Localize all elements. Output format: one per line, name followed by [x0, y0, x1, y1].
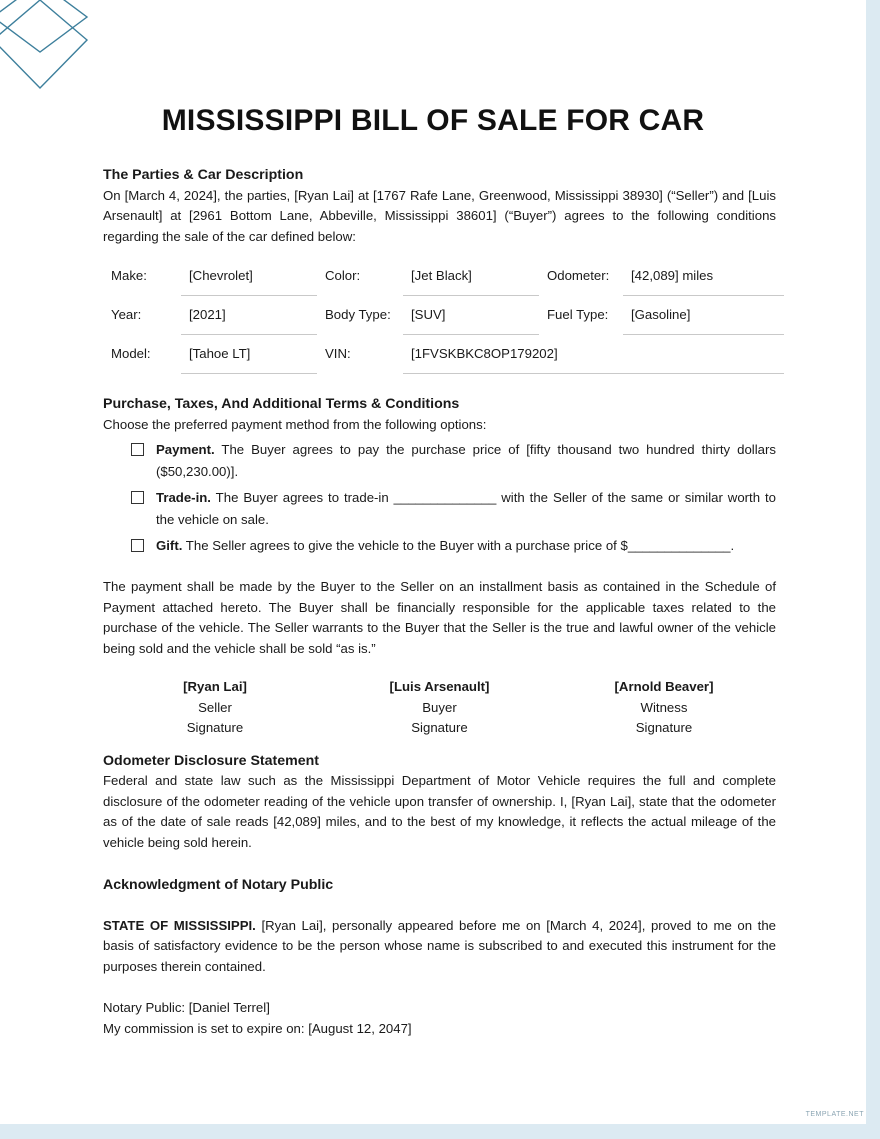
signature-label: Signature [411, 720, 468, 735]
signer-name: [Ryan Lai] [183, 679, 247, 694]
table-row [103, 335, 784, 374]
purchase-intro: Choose the preferred payment method from the following options: [103, 416, 487, 432]
gift-option[interactable] [131, 535, 776, 557]
trade-in-checkbox[interactable] [131, 491, 144, 504]
model-label: Model: [111, 345, 151, 361]
gift-option-text: The Seller agrees to give the vehicle to the Buyer with a purchase price of $______________. [182, 538, 735, 553]
year-value: [2021] [181, 296, 317, 335]
buyer-signature [328, 677, 552, 739]
document-body [103, 165, 776, 1039]
seller-signature [103, 677, 327, 739]
odometer-value: [42,089] miles [623, 257, 784, 296]
table-row [103, 296, 784, 335]
color-value: [Jet Black] [403, 257, 539, 296]
signer-role: Buyer [422, 699, 457, 715]
odometer-heading: Odometer Disclosure Statement [103, 752, 320, 769]
notary-public: Notary Public: [Daniel Terrel] [103, 1000, 270, 1015]
odometer-text: Federal and state law such as the Mississippi Department of Motor Vehicle requires the full and complete disclosure of the odometer reading of the vehicle upon transfer of ownership. I, [Ryan Lai], state that the odometer as of the date of sale reads [42,089] miles, and to the best of my knowledge, it reflects the actual mileage of the vehicle being sold herein. [103, 773, 776, 850]
payment-option[interactable] [131, 439, 776, 483]
parties-text: On [March 4, 2024], the parties, [Ryan Lai] at [1767 Rafe Lane, Greenwood, Mississippi 38930] (“Seller”) and [Luis Arsenault] at [2961 Bottom Lane, Abbeville, Mississippi 38601] (“Buyer”) agrees to the following conditions regarding the sale of the car defined below: [103, 187, 776, 244]
car-specs-table [103, 257, 784, 374]
color-label: Color: [325, 268, 361, 283]
payment-option-title: Payment. [156, 442, 215, 457]
parties-heading: The Parties & Car Description [103, 167, 304, 183]
table-row [103, 257, 784, 296]
payment-terms-text: The payment shall be made by the Buyer to the Seller on an installment basis as contained in the Schedule of Payment attached hereto. The Buyer shall be financially responsible for the applicable taxes related to the purchase of the vehicle. The Seller warrants to the Buyer that the Seller is the true and lawful owner of the vehicle being sold and the vehicle shall be sold “as is.” [103, 579, 776, 656]
purchase-heading: Purchase, Taxes, And Additional Terms & Conditions [103, 396, 460, 412]
notary-text [103, 916, 776, 978]
notary-heading: Acknowledgment of Notary Public [103, 877, 334, 893]
notary-commission: My commission is set to expire on: [August 12, 2047] [103, 1020, 412, 1036]
make-label: Make: [111, 268, 147, 283]
trade-in-option-text: The Buyer agrees to trade-in ______________ with the Seller of the same or similar worth to the vehicle on sale. [156, 490, 776, 527]
signer-role: Seller [198, 699, 232, 715]
body-type-label: Body Type: [325, 306, 391, 322]
signature-label: Signature [635, 720, 693, 735]
signature-label: Signature [186, 720, 244, 735]
body-type-value: [SUV] [403, 296, 539, 335]
template-watermark: TEMPLATE.NET [805, 1111, 864, 1118]
fuel-type-label: Fuel Type: [547, 306, 609, 322]
year-label: Year: [111, 306, 142, 322]
vin-label: VIN: [325, 345, 351, 361]
fuel-type-value: [Gasoline] [623, 296, 784, 335]
document-title: MISSISSIPPI BILL OF SALE FOR CAR [161, 104, 705, 137]
diamond-decoration-icon [0, 0, 100, 95]
trade-in-option[interactable] [131, 487, 776, 531]
signature-block [103, 677, 776, 739]
payment-checkbox[interactable] [131, 443, 144, 456]
trade-in-option-title: Trade-in. [156, 490, 211, 505]
gift-checkbox[interactable] [131, 539, 144, 552]
payment-option-text: The Buyer agrees to pay the purchase price of [fifty thousand two hundred thirty dollars ($50,230.00)]. [156, 442, 776, 479]
signer-name: [Arnold Beaver] [614, 679, 714, 694]
witness-signature [552, 677, 776, 739]
notary-statement: [Ryan Lai], personally appeared before me on [March 4, 2024], proved to me on the basis of satisfactory evidence to be the person whose name is subscribed to and executed this instrument for the purposes therein contained. [103, 917, 776, 974]
signer-role: Witness [640, 699, 688, 715]
vin-value: [1FVSKBKC8OP179202] [403, 335, 784, 374]
gift-option-title: Gift. [156, 538, 183, 553]
notary-state: STATE OF MISSISSIPPI. [103, 917, 256, 933]
model-value: [Tahoe LT] [181, 335, 317, 374]
make-value: [Chevrolet] [181, 257, 317, 296]
odometer-label: Odometer: [547, 268, 610, 283]
signer-name: [Luis Arsenault] [389, 679, 490, 694]
